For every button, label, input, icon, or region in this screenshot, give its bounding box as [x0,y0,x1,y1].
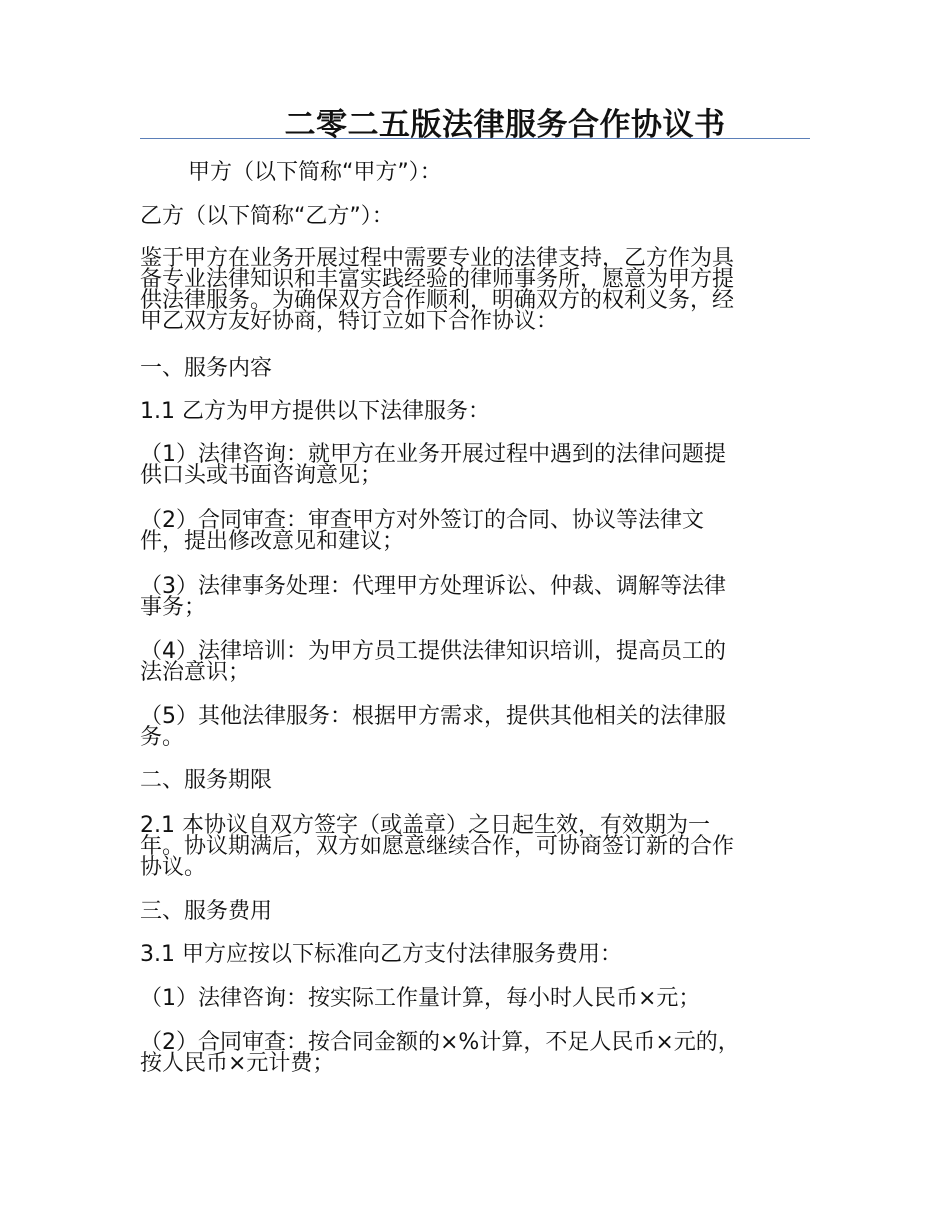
preamble-line: 甲乙双方友好协商，特订立如下合作协议： [140,309,559,334]
service-item-2 [140,510,810,552]
service-item-line: 务。 [140,725,185,750]
clause-line: 年。协议期满后，双方如愿意继续合作，可协商签订新的合作 [140,834,735,859]
party-b-line: 乙方（以下简称“乙方”）： [140,204,394,229]
fee-item-line: 按人民币×元计费； [140,1051,335,1076]
service-item-line: 件，提出修改意见和建议； [140,529,405,554]
service-item-3 [140,576,810,618]
fee-item-2 [140,1032,810,1074]
preamble-line: 备专业法律知识和丰富实践经验的律师事务所，愿意为甲方提 [140,267,735,292]
document-title: 二零二五版法律服务合作协议书 [284,107,726,143]
title-underline [140,138,810,139]
fee-item-1: （1）法律咨询：按实际工作量计算，每小时人民币×元； [140,986,701,1011]
service-item-line: （1）法律咨询：就甲方在业务开展过程中遇到的法律问题提 [140,442,726,467]
service-item-line: 供口头或书面咨询意见； [140,463,383,488]
section-3-heading: 三、服务费用 [140,899,273,924]
service-item-line: （2）合同审查：审查甲方对外签订的合同、协议等法律文 [140,508,704,533]
clause-line: 协议。 [140,855,207,880]
clause-2-1 [140,815,810,878]
section-2-heading: 二、服务期限 [140,768,273,793]
service-item-4 [140,641,810,683]
clause-line: 2.1 本协议自双方签字（或盖章）之日起生效，有效期为一 [140,813,710,838]
section-1-heading: 一、服务内容 [140,356,273,381]
clause-3-1: 3.1 甲方应按以下标准向乙方支付法律服务费用： [140,942,622,967]
preamble-line: 供法律服务。为确保双方合作顺利，明确双方的权利义务，经 [140,288,735,313]
preamble-paragraph [140,248,810,332]
service-item-line: （4）法律培训：为甲方员工提供法律知识培训，提高员工的 [140,639,726,664]
fee-item-line: （2）合同审查：按合同金额的×%计算，不足人民币×元的， [140,1030,740,1055]
preamble-line: 鉴于甲方在业务开展过程中需要专业的法律支持，乙方作为具 [140,246,735,271]
service-item-line: （3）法律事务处理：代理甲方处理诉讼、仲裁、调解等法律 [140,574,726,599]
service-item-line: 法治意识； [140,660,251,685]
party-a-line: 甲方（以下简称“甲方”）： [188,160,442,185]
service-item-1 [140,444,810,486]
service-item-line: 事务； [140,595,207,620]
service-item-line: （5）其他法律服务：根据甲方需求，提供其他相关的法律服 [140,704,726,729]
service-item-5 [140,706,810,748]
clause-1-1: 1.1 乙方为甲方提供以下法律服务： [140,399,490,424]
